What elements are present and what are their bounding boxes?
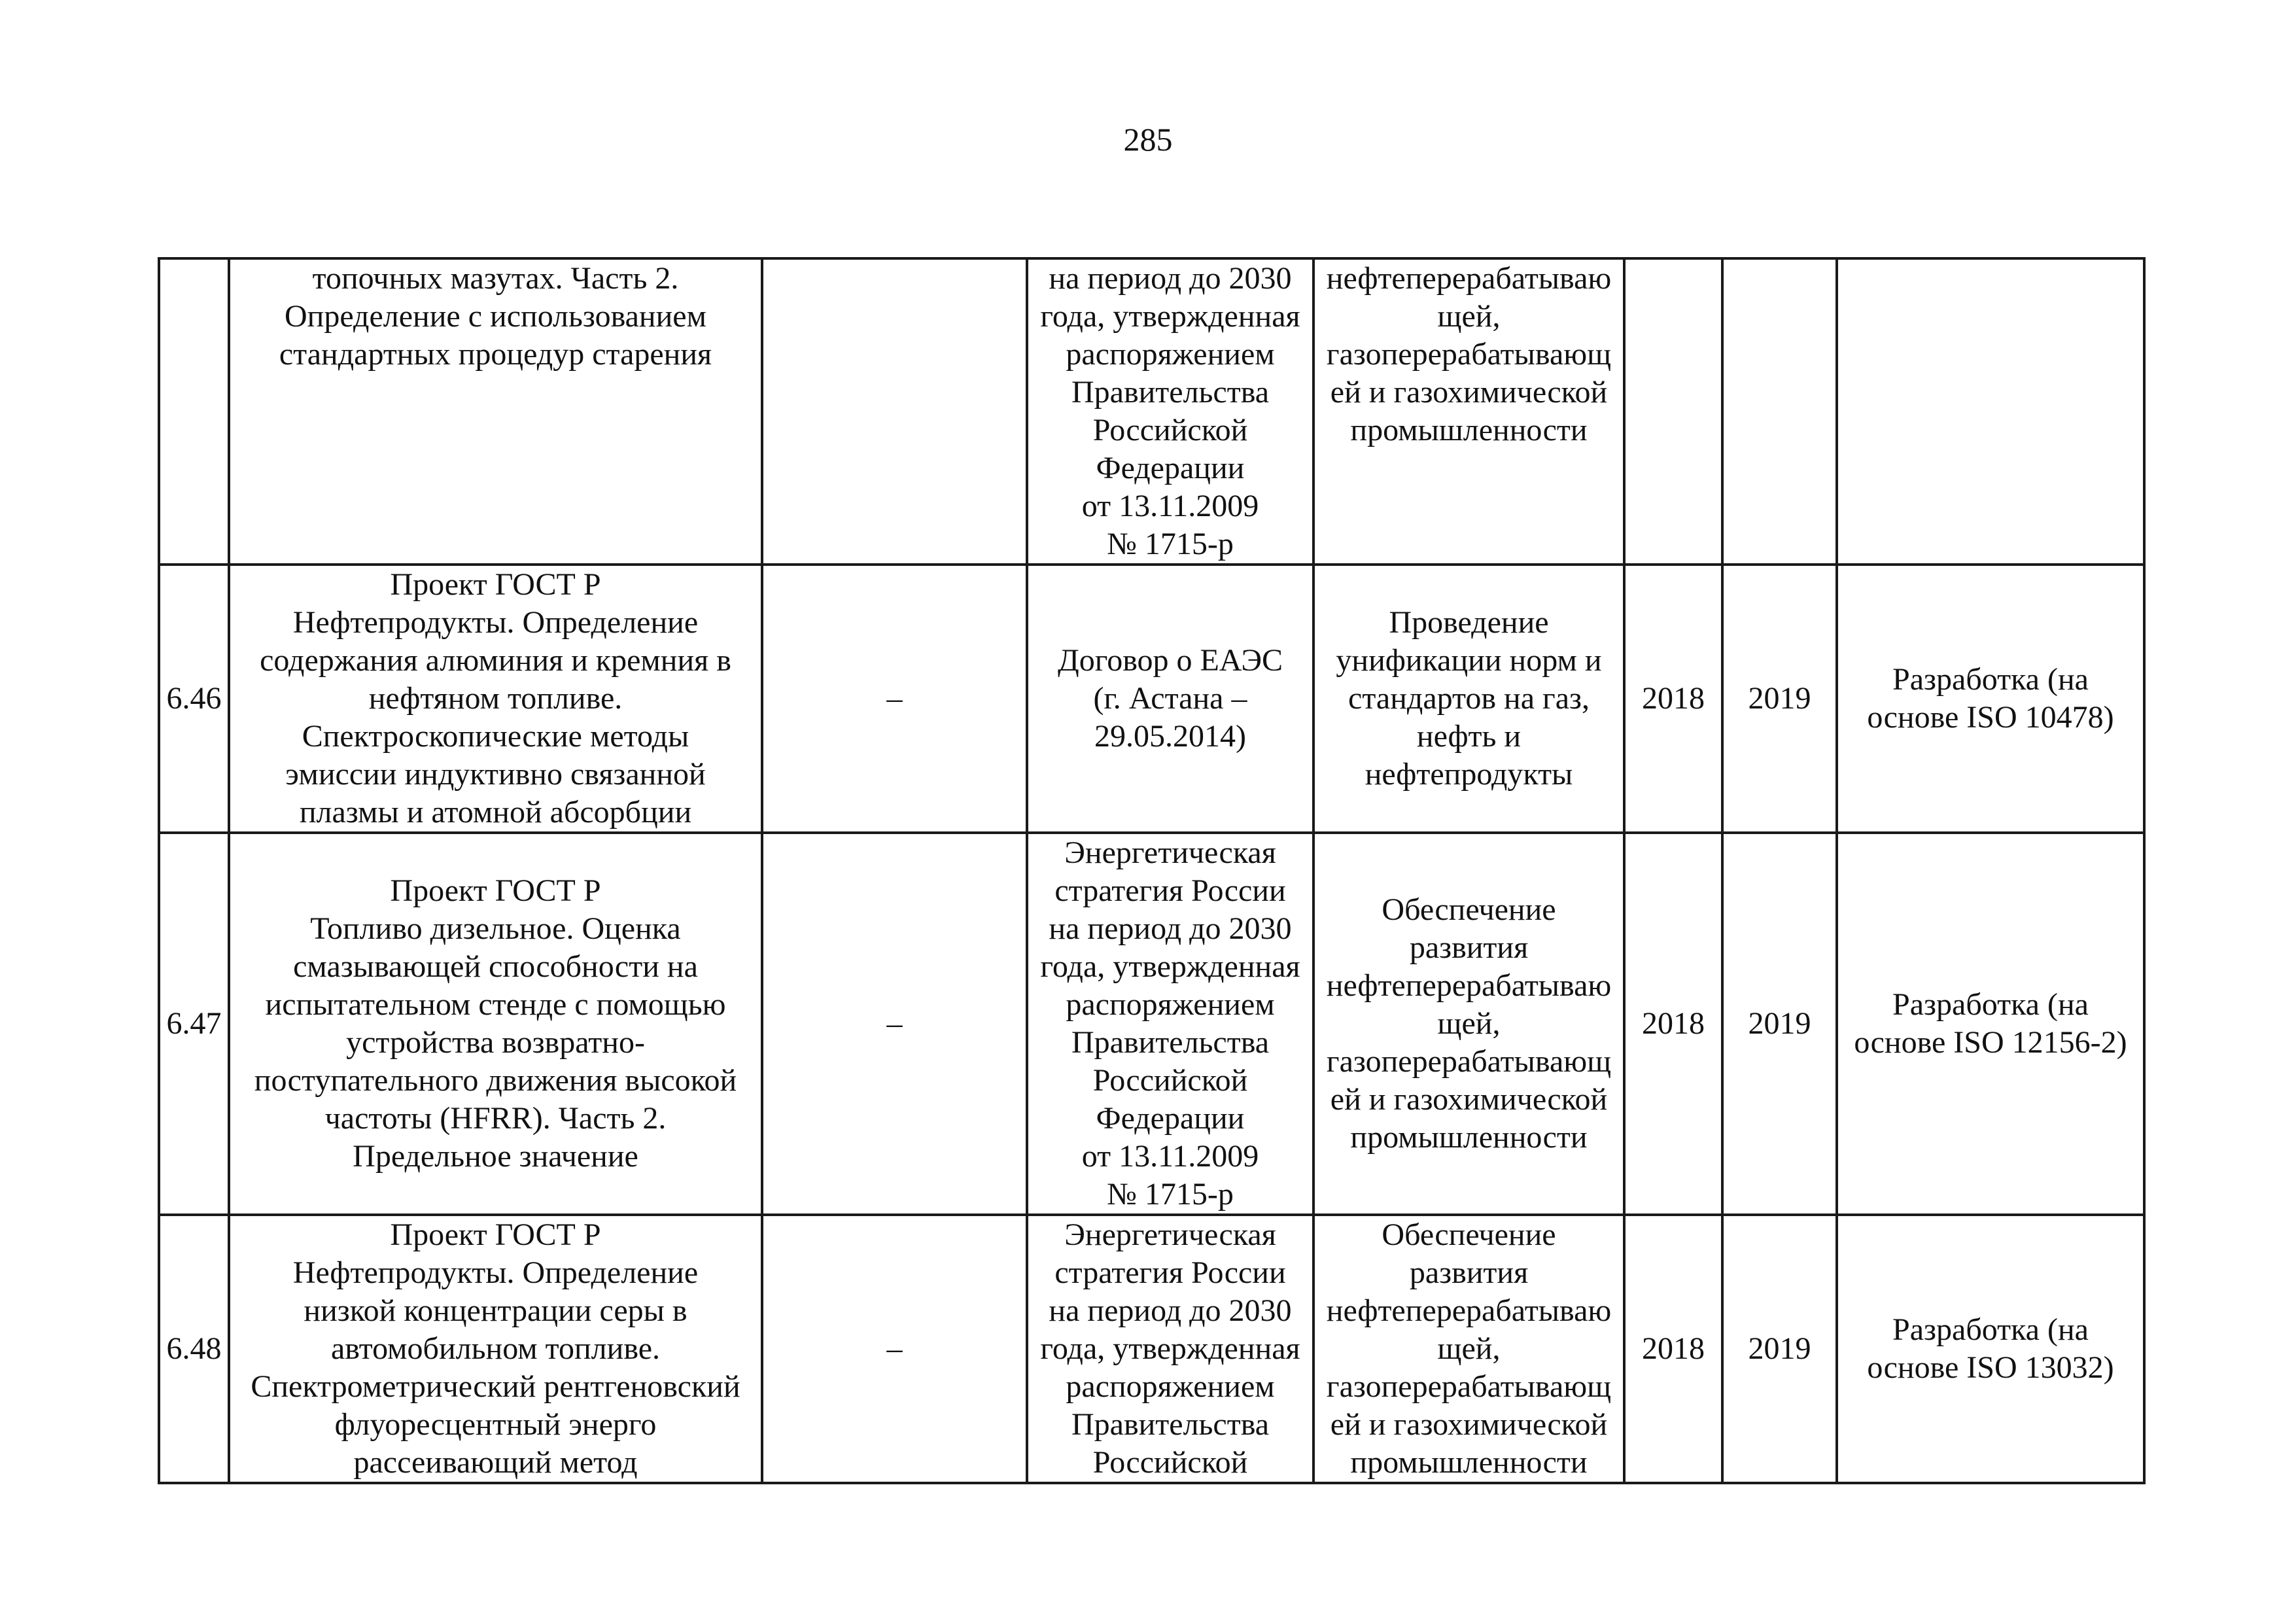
row-number-cell: 6.47 (159, 833, 229, 1215)
row-number-cell (159, 258, 229, 565)
page-number: 285 (1123, 121, 1173, 158)
standard-title-cell: Проект ГОСТ Р Нефтепродукты. Определение содержания алюминия и кремния в нефтяном топливе. Спектроскопические методы эмиссии индуктивно связанной плазмы и атомной абсорбции (229, 565, 762, 833)
standard-title-cell: Проект ГОСТ Р Нефтепродукты. Определение низкой концентрации серы в автомобильном топливе. Спектрометрический рентгеновский флуоресцентный энерго рассеивающий метод (229, 1215, 762, 1483)
row-number-cell: 6.46 (159, 565, 229, 833)
goal-cell: Проведение унификации норм и стандартов на газ, нефть и нефтепродукты (1313, 565, 1624, 833)
column-3-cell: – (762, 833, 1027, 1215)
column-3-cell: – (762, 565, 1027, 833)
start-year-cell: 2018 (1624, 565, 1722, 833)
goal-cell: нефтеперерабатываю щей, газоперерабатывающ ей и газохимической промышленности (1313, 258, 1624, 565)
goal-cell: Обеспечение развития нефтеперерабатываю щей, газоперерабатывающ ей и газохимической промышленности (1313, 833, 1624, 1215)
note-cell: Разработка (на основе ISO 12156-2) (1837, 833, 2144, 1215)
end-year-cell: 2019 (1722, 833, 1837, 1215)
note-cell: Разработка (на основе ISO 13032) (1837, 1215, 2144, 1483)
column-3-cell (762, 258, 1027, 565)
table-row (159, 833, 2144, 1215)
basis-cell: Договор о ЕАЭС (г. Астана – 29.05.2014) (1027, 565, 1313, 833)
standards-plan-table (158, 257, 2146, 1484)
end-year-cell: 2019 (1722, 1215, 1837, 1483)
table-row (159, 1215, 2144, 1483)
basis-cell: на период до 2030 года, утвержденная распоряжением Правительства Российской Федерации от 13.11.2009 № 1715-р (1027, 258, 1313, 565)
basis-cell: Энергетическая стратегия России на период до 2030 года, утвержденная распоряжением Правительства Российской (1027, 1215, 1313, 1483)
note-cell (1837, 258, 2144, 565)
goal-cell: Обеспечение развития нефтеперерабатываю щей, газоперерабатывающ ей и газохимической промышленности (1313, 1215, 1624, 1483)
end-year-cell: 2019 (1722, 565, 1837, 833)
column-3-cell: – (762, 1215, 1027, 1483)
start-year-cell: 2018 (1624, 833, 1722, 1215)
table-row (159, 565, 2144, 833)
standard-title-cell: топочных мазутах. Часть 2. Определение с использованием стандартных процедур старения (229, 258, 762, 565)
row-number-cell: 6.48 (159, 1215, 229, 1483)
end-year-cell (1722, 258, 1837, 565)
standard-title-cell: Проект ГОСТ Р Топливо дизельное. Оценка смазывающей способности на испытательном стенде с помощью устройства возвратно- поступательного движения высокой частоты (HFRR). Часть 2. Предельное значение (229, 833, 762, 1215)
start-year-cell: 2018 (1624, 1215, 1722, 1483)
basis-cell: Энергетическая стратегия России на период до 2030 года, утвержденная распоряжением Правительства Российской Федерации от 13.11.2009 № 1715-р (1027, 833, 1313, 1215)
start-year-cell (1624, 258, 1722, 565)
note-cell: Разработка (на основе ISO 10478) (1837, 565, 2144, 833)
table-row (159, 258, 2144, 565)
